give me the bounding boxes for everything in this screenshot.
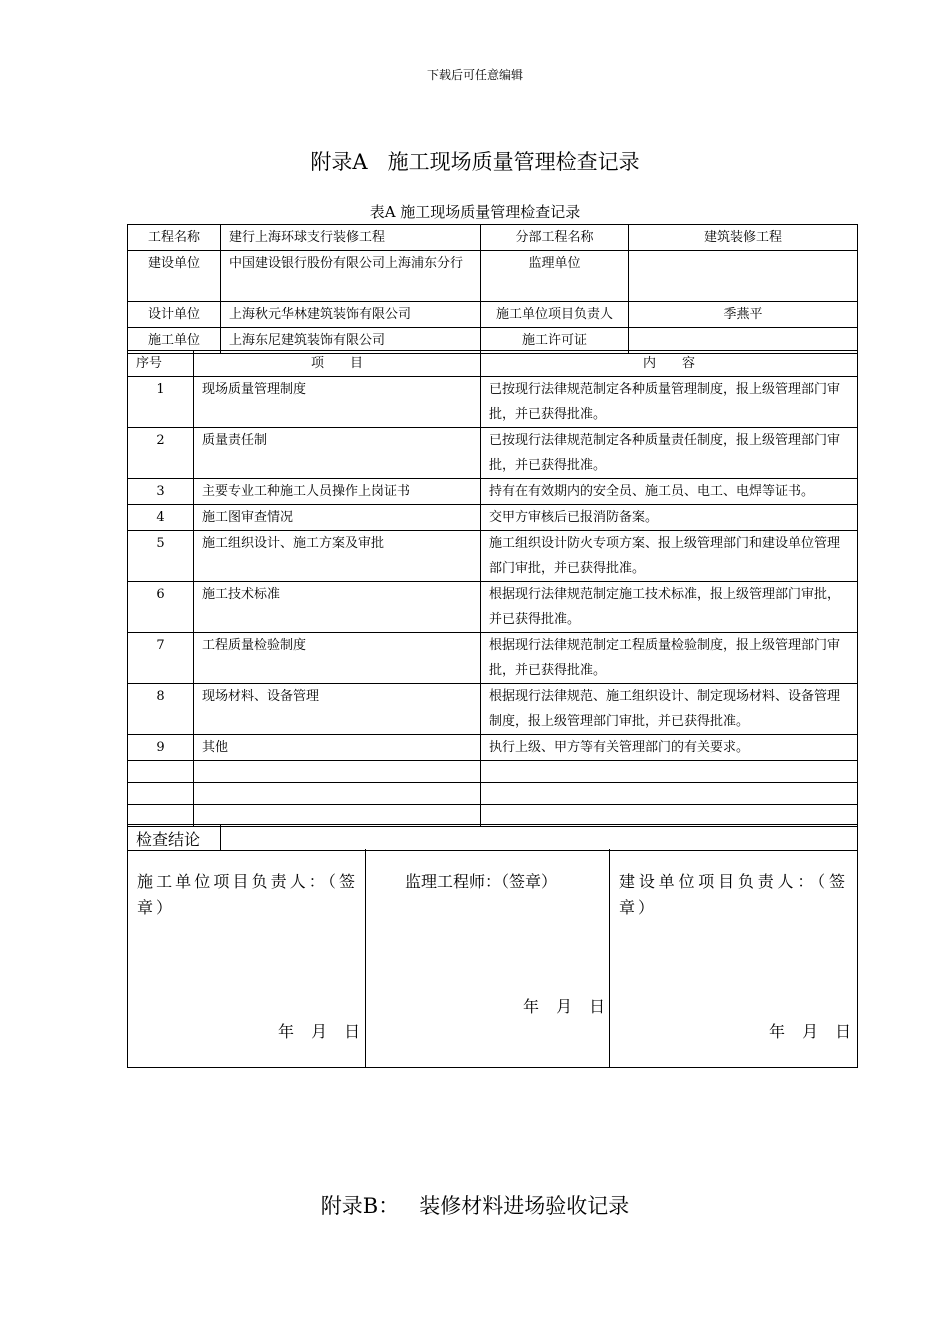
table-row <box>128 531 858 582</box>
table-row <box>128 582 858 633</box>
row-content: 已按现行法律规范制定各种质量管理制度，报上级管理部门审批，并已获得批准。 <box>481 377 858 428</box>
appendix-b-title: 附录B： 装修材料进场验收记录 <box>320 1194 630 1218</box>
inspection-items-table <box>127 350 858 827</box>
table-caption: 表A 施工现场质量管理检查记录 <box>369 203 581 221</box>
sub-project-label: 分部工程名称 <box>481 225 629 251</box>
row-content: 持有在有效期内的安全员、施工员、电工、电焊等证书。 <box>481 479 858 505</box>
conclusion-label: 检查结论 <box>136 830 201 849</box>
empty-cell <box>194 783 481 805</box>
supervising-engineer-date: 年 月 日 <box>523 997 608 1016</box>
row-item: 施工组织设计、施工方案及审批 <box>194 531 481 582</box>
empty-cell <box>128 761 194 783</box>
table-row <box>128 633 858 684</box>
pm-value: 季燕平 <box>629 302 858 328</box>
owner-value: 中国建设银行股份有限公司上海浦东分行 <box>221 251 481 302</box>
row-number: 9 <box>128 735 194 761</box>
table-row <box>128 479 858 505</box>
row-content: 根据现行法律规范制定施工技术标准，报上级管理部门审批，并已获得批准。 <box>481 582 858 633</box>
row-item: 其他 <box>194 735 481 761</box>
empty-cell <box>128 783 194 805</box>
contractor-pm-date: 年 月 日 <box>278 1022 363 1041</box>
sub-project-value: 建筑装修工程 <box>629 225 858 251</box>
conclusion-divider <box>220 825 221 850</box>
row-item: 现场材料、设备管理 <box>194 684 481 735</box>
table-row <box>128 684 858 735</box>
row-number: 7 <box>128 633 194 684</box>
row-number: 5 <box>128 531 194 582</box>
header-note: 下载后可任意编辑 <box>426 68 523 82</box>
owner-label: 建设单位 <box>128 251 221 302</box>
empty-cell <box>481 761 858 783</box>
project-name-value: 建行上海环球支行装修工程 <box>221 225 481 251</box>
project-name-label: 工程名称 <box>128 225 221 251</box>
col-header-content: 内 容 <box>481 351 858 377</box>
empty-row <box>128 783 858 805</box>
row-content: 已按现行法律规范制定各种质量责任制度，报上级管理部门审批，并已获得批准。 <box>481 428 858 479</box>
designer-value: 上海秋元华林建筑装饰有限公司 <box>221 302 481 328</box>
pm-label: 施工单位项目负责人 <box>481 302 629 328</box>
table-row <box>128 428 858 479</box>
permit-label: 施工许可证 <box>481 328 629 354</box>
contractor-pm-signature-label: 施工单位项目负责人：（签章） <box>137 872 358 917</box>
contractor-value: 上海东尼建筑装饰有限公司 <box>221 328 481 354</box>
supervisor-value <box>629 251 858 302</box>
row-content: 施工组织设计防火专项方案、报上级管理部门和建设单位管理部门审批，并已获得批准。 <box>481 531 858 582</box>
supervising-engineer-signature-label: 监理工程师：（签章） <box>405 872 558 891</box>
row-item: 主要专业工种施工人员操作上岗证书 <box>194 479 481 505</box>
supervisor-label: 监理单位 <box>481 251 629 302</box>
row-number: 8 <box>128 684 194 735</box>
row-number: 6 <box>128 582 194 633</box>
owner-row <box>128 251 858 302</box>
row-number: 2 <box>128 428 194 479</box>
designer-row <box>128 302 858 328</box>
signature-divider <box>365 849 366 1067</box>
conclusion-row <box>127 824 858 851</box>
row-number: 3 <box>128 479 194 505</box>
appendix-a-title: 附录A 施工现场质量管理检查记录 <box>310 150 640 174</box>
column-header-row <box>128 351 858 377</box>
row-item: 施工图审查情况 <box>194 505 481 531</box>
empty-cell <box>481 783 858 805</box>
signature-divider <box>609 849 610 1067</box>
row-number: 1 <box>128 377 194 428</box>
empty-row <box>128 761 858 783</box>
row-content: 交甲方审核后已报消防备案。 <box>481 505 858 531</box>
owner-pm-date: 年 月 日 <box>769 1022 854 1041</box>
table-row <box>128 505 858 531</box>
designer-label: 设计单位 <box>128 302 221 328</box>
contractor-label: 施工单位 <box>128 328 221 354</box>
project-name-row <box>128 225 858 251</box>
project-info-table <box>127 224 858 354</box>
table-row <box>128 377 858 428</box>
row-item: 施工技术标准 <box>194 582 481 633</box>
table-row <box>128 735 858 761</box>
col-header-item: 项 目 <box>194 351 481 377</box>
row-item: 工程质量检验制度 <box>194 633 481 684</box>
row-content: 根据现行法律规范制定工程质量检验制度，报上级管理部门审批，并已获得批准。 <box>481 633 858 684</box>
col-header-no: 序号 <box>128 351 194 377</box>
row-number: 4 <box>128 505 194 531</box>
signature-block <box>127 849 858 1068</box>
row-content: 执行上级、甲方等有关管理部门的有关要求。 <box>481 735 858 761</box>
owner-pm-signature-label: 建设单位项目负责人：（签章） <box>619 872 848 917</box>
empty-cell <box>194 761 481 783</box>
row-content: 根据现行法律规范、施工组织设计、制定现场材料、设备管理制度，报上级管理部门审批，并已获得批准。 <box>481 684 858 735</box>
row-item: 质量责任制 <box>194 428 481 479</box>
row-item: 现场质量管理制度 <box>194 377 481 428</box>
